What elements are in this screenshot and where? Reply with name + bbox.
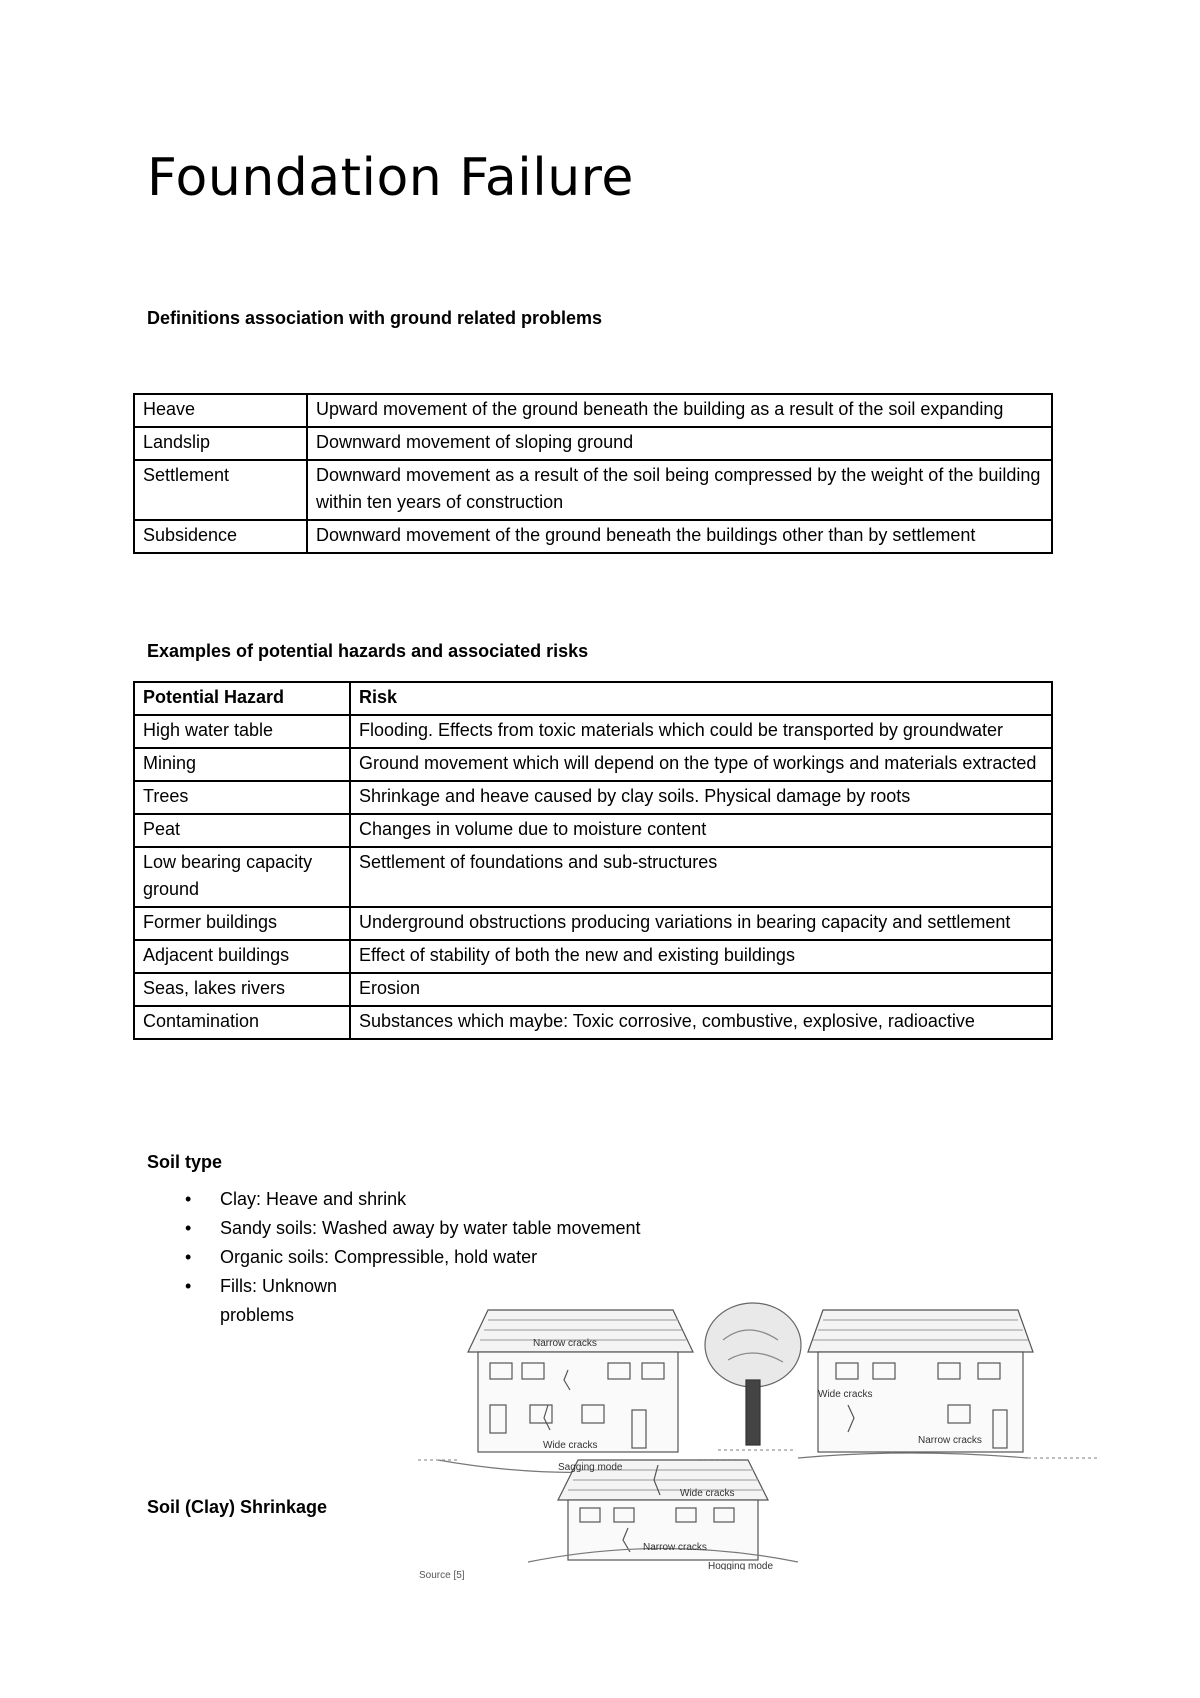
risk-cell: Shrinkage and heave caused by clay soils. Physical damage by roots bbox=[350, 781, 1052, 814]
list-item: • Sandy soils: Washed away by water table movement bbox=[147, 1214, 641, 1243]
figure-source-label: Source [5] bbox=[419, 1570, 465, 1581]
table-row bbox=[134, 907, 1052, 940]
tree-icon bbox=[705, 1303, 801, 1450]
definition-term: Subsidence bbox=[134, 520, 307, 553]
definition-text: Downward movement of the ground beneath the buildings other than by settlement bbox=[307, 520, 1052, 553]
risk-cell: Underground obstructions producing variations in bearing capacity and settlement bbox=[350, 907, 1052, 940]
hazard-cell: Contamination bbox=[134, 1006, 350, 1039]
column-header-risk: Risk bbox=[350, 682, 1052, 715]
hazard-cell: Seas, lakes rivers bbox=[134, 973, 350, 1006]
label-hogging-mode: Hogging mode bbox=[708, 1561, 774, 1570]
label-sagging-mode: Sagging mode bbox=[558, 1462, 623, 1473]
table-row bbox=[134, 781, 1052, 814]
table-row bbox=[134, 394, 1052, 427]
table-row bbox=[134, 1006, 1052, 1039]
page-title: Foundation Failure bbox=[147, 148, 634, 208]
label-wide-cracks-left: Wide cracks bbox=[543, 1440, 598, 1451]
definition-term: Heave bbox=[134, 394, 307, 427]
list-item: • Clay: Heave and shrink bbox=[147, 1185, 641, 1214]
label-narrow-cracks-bottom: Narrow cracks bbox=[643, 1542, 707, 1553]
hazards-heading: Examples of potential hazards and associated risks bbox=[147, 641, 589, 661]
table-row bbox=[134, 715, 1052, 748]
bullet-icon: • bbox=[185, 1189, 192, 1209]
hazard-cell: Low bearing capacity ground bbox=[134, 847, 350, 907]
bullet-icon: • bbox=[185, 1218, 192, 1238]
hazard-cell: Mining bbox=[134, 748, 350, 781]
definition-text: Upward movement of the ground beneath the building as a result of the soil expanding bbox=[307, 394, 1052, 427]
column-header-hazard: Potential Hazard bbox=[134, 682, 350, 715]
hazard-cell: High water table bbox=[134, 715, 350, 748]
table-row bbox=[134, 520, 1052, 553]
hazard-cell: Adjacent buildings bbox=[134, 940, 350, 973]
label-narrow-cracks-top: Narrow cracks bbox=[533, 1338, 597, 1349]
bullet-icon: • bbox=[185, 1276, 192, 1296]
list-item: • Fills: Unknown problems bbox=[147, 1272, 400, 1330]
definition-term: Settlement bbox=[134, 460, 307, 520]
table-row bbox=[134, 427, 1052, 460]
definitions-table bbox=[133, 393, 1053, 554]
label-narrow-cracks-right: Narrow cracks bbox=[918, 1435, 982, 1446]
risk-cell: Effect of stability of both the new and existing buildings bbox=[350, 940, 1052, 973]
table-header-row bbox=[134, 682, 1052, 715]
risk-cell: Settlement of foundations and sub-structures bbox=[350, 847, 1052, 907]
risk-cell: Substances which maybe: Toxic corrosive, combustive, explosive, radioactive bbox=[350, 1006, 1052, 1039]
list-item: • Organic soils: Compressible, hold water bbox=[147, 1243, 641, 1272]
risk-cell: Flooding. Effects from toxic materials which could be transported by groundwater bbox=[350, 715, 1052, 748]
definition-term: Landslip bbox=[134, 427, 307, 460]
label-wide-cracks-right: Wide cracks bbox=[818, 1389, 873, 1400]
definition-text: Downward movement of sloping ground bbox=[307, 427, 1052, 460]
table-row bbox=[134, 847, 1052, 907]
soil-type-heading: Soil type bbox=[147, 1152, 223, 1172]
hazard-cell: Trees bbox=[134, 781, 350, 814]
hazards-table bbox=[133, 681, 1053, 1040]
definitions-heading: Definitions association with ground related problems bbox=[147, 308, 603, 328]
foundation-movement-illustration bbox=[418, 1300, 1100, 1570]
definition-text: Downward movement as a result of the soil being compressed by the weight of the building within ten years of construction bbox=[307, 460, 1052, 520]
table-row bbox=[134, 814, 1052, 847]
hazard-cell: Former buildings bbox=[134, 907, 350, 940]
risk-cell: Changes in volume due to moisture content bbox=[350, 814, 1052, 847]
bullet-icon: • bbox=[185, 1247, 192, 1267]
table-row bbox=[134, 460, 1052, 520]
risk-cell: Erosion bbox=[350, 973, 1052, 1006]
table-row bbox=[134, 940, 1052, 973]
table-row bbox=[134, 748, 1052, 781]
hazard-cell: Peat bbox=[134, 814, 350, 847]
clay-shrinkage-heading: Soil (Clay) Shrinkage bbox=[147, 1497, 328, 1517]
risk-cell: Ground movement which will depend on the type of workings and materials extracted bbox=[350, 748, 1052, 781]
table-row bbox=[134, 973, 1052, 1006]
label-wide-cracks-bottom: Wide cracks bbox=[680, 1488, 735, 1499]
